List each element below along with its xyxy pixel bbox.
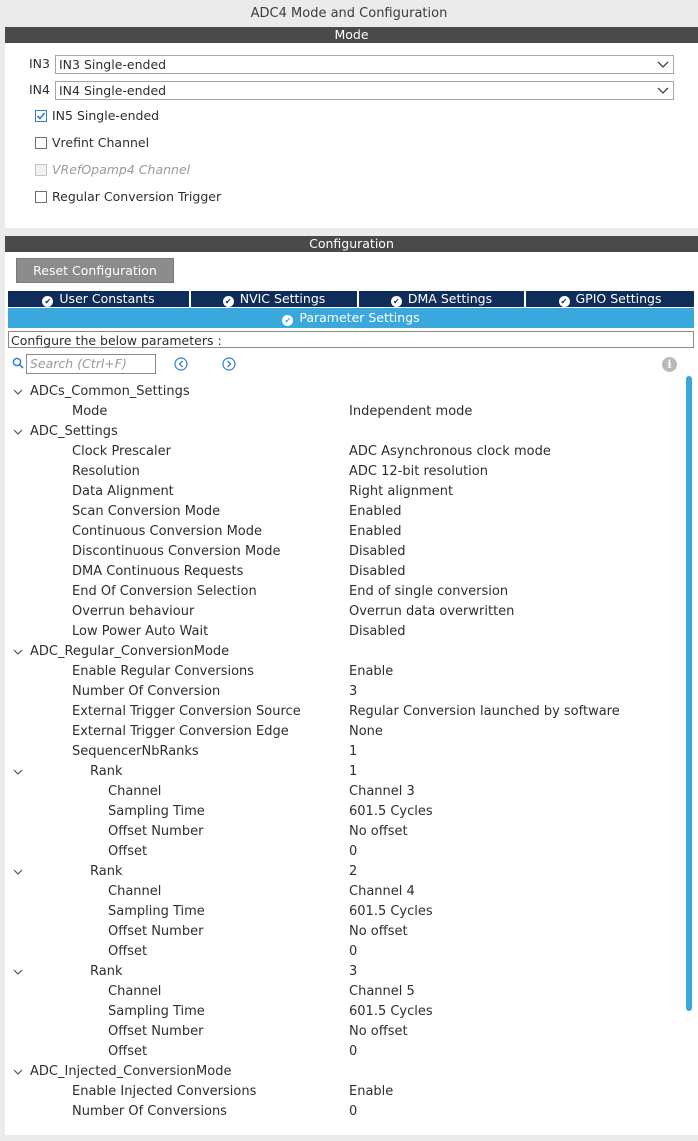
tree-item-label: Channel bbox=[108, 884, 162, 899]
configuration-header: Configuration bbox=[5, 236, 698, 252]
in3-select-value: IN3 Single-ended bbox=[59, 57, 167, 72]
reset-configuration-button[interactable]: Reset Configuration bbox=[16, 258, 174, 283]
tree-item-label: End Of Conversion Selection bbox=[72, 584, 257, 599]
check-circle-icon: ✔ bbox=[391, 296, 402, 307]
tree-item-label: DMA Continuous Requests bbox=[72, 564, 244, 579]
previous-match-icon[interactable] bbox=[174, 357, 188, 371]
window-title: ADC4 Mode and Configuration bbox=[250, 6, 448, 21]
tree-parameter-row[interactable] bbox=[5, 582, 685, 602]
tree-item-label: ADC_Regular_ConversionMode bbox=[30, 644, 230, 659]
tree-item-value[interactable]: Enable bbox=[349, 664, 394, 679]
in3-row bbox=[5, 54, 698, 74]
tree-item-value[interactable]: 0 bbox=[349, 1044, 358, 1059]
tab-parameter-settings[interactable] bbox=[8, 308, 694, 328]
tree-item-value[interactable]: Enabled bbox=[349, 524, 402, 539]
tree-item-value[interactable]: Regular Conversion launched by software bbox=[349, 704, 620, 719]
tree-parameter-row[interactable] bbox=[5, 782, 685, 802]
check-circle-icon: ✔ bbox=[559, 296, 570, 307]
checkbox-label: Regular Conversion Trigger bbox=[52, 189, 222, 204]
tree-item-label: Continuous Conversion Mode bbox=[72, 524, 262, 539]
tree-item-value[interactable]: Channel 4 bbox=[349, 884, 415, 899]
tree-group-row[interactable] bbox=[5, 422, 685, 442]
tab-label: NVIC Settings bbox=[239, 291, 326, 306]
tree-item-value[interactable]: Enable bbox=[349, 1084, 394, 1099]
tree-item-value[interactable]: 3 bbox=[349, 964, 358, 979]
tree-parameter-row[interactable] bbox=[5, 402, 685, 422]
in3-select[interactable] bbox=[55, 55, 674, 74]
tree-parameter-row[interactable] bbox=[5, 522, 685, 542]
tree-parameter-row[interactable] bbox=[5, 662, 685, 682]
tree-parameter-row[interactable] bbox=[5, 922, 685, 942]
tree-item-label: Rank bbox=[90, 764, 123, 779]
tree-item-label: External Trigger Conversion Edge bbox=[72, 724, 289, 739]
tree-item-label: Scan Conversion Mode bbox=[72, 504, 221, 519]
tree-item-value[interactable]: No offset bbox=[349, 924, 408, 939]
tree-item-value[interactable]: 0 bbox=[349, 844, 358, 859]
tree-item-value[interactable]: 601.5 Cycles bbox=[349, 1004, 433, 1019]
tree-item-value[interactable]: Overrun data overwritten bbox=[349, 604, 515, 619]
parameter-tree bbox=[5, 382, 685, 1122]
checkbox-box[interactable] bbox=[35, 137, 47, 149]
checkbox-box bbox=[35, 164, 47, 176]
tree-item-value[interactable]: Channel 3 bbox=[349, 784, 415, 799]
tab-gpio-settings[interactable] bbox=[526, 291, 694, 307]
tab-user-constants[interactable] bbox=[8, 291, 191, 307]
tree-parameter-row[interactable] bbox=[5, 622, 685, 642]
chevron-down-icon[interactable] bbox=[13, 427, 23, 437]
tree-item-value[interactable]: Enabled bbox=[349, 504, 402, 519]
chevron-down-icon[interactable] bbox=[13, 387, 23, 397]
in4-row bbox=[5, 80, 698, 100]
tree-parameter-row[interactable] bbox=[5, 942, 685, 962]
chevron-down-icon[interactable] bbox=[13, 767, 23, 777]
tree-parameter-row[interactable] bbox=[5, 1102, 685, 1122]
tree-parameter-row[interactable] bbox=[5, 442, 685, 462]
tree-item-value[interactable]: 601.5 Cycles bbox=[349, 804, 433, 819]
tree-item-label: Low Power Auto Wait bbox=[72, 624, 209, 639]
tree-parameter-row[interactable] bbox=[5, 1042, 685, 1062]
tree-parameter-row[interactable] bbox=[5, 882, 685, 902]
configuration-panel bbox=[5, 236, 698, 1135]
tree-item-value[interactable]: None bbox=[349, 724, 383, 739]
chevron-down-icon[interactable] bbox=[13, 647, 23, 657]
tree-group-row[interactable] bbox=[5, 962, 685, 982]
tree-parameter-row[interactable] bbox=[5, 982, 685, 1002]
tree-item-value[interactable]: Disabled bbox=[349, 544, 406, 559]
search-icon bbox=[12, 357, 24, 369]
tree-parameter-row[interactable] bbox=[5, 482, 685, 502]
tree-item-value[interactable]: Independent mode bbox=[349, 404, 473, 419]
tree-item-value[interactable]: No offset bbox=[349, 824, 408, 839]
tree-group-row[interactable] bbox=[5, 862, 685, 882]
tree-item-label: ADCs_Common_Settings bbox=[30, 384, 190, 399]
tab-label: Parameter Settings bbox=[299, 310, 420, 325]
tree-item-value[interactable]: Right alignment bbox=[349, 484, 454, 499]
tree-parameter-row[interactable] bbox=[5, 822, 685, 842]
checkbox-label: VRefOpamp4 Channel bbox=[52, 162, 191, 177]
tree-parameter-row[interactable] bbox=[5, 842, 685, 862]
mode-panel bbox=[5, 27, 698, 228]
tree-item-label: SequencerNbRanks bbox=[72, 744, 199, 759]
tree-item-label: Offset bbox=[108, 1044, 148, 1059]
tree-item-value[interactable]: 1 bbox=[349, 764, 358, 779]
config-tabs bbox=[8, 291, 694, 307]
tab-label: User Constants bbox=[59, 291, 155, 306]
tree-item-label: Sampling Time bbox=[108, 804, 205, 819]
tree-group-row[interactable] bbox=[5, 1062, 685, 1082]
info-icon[interactable]: i bbox=[662, 357, 677, 372]
tree-item-label: Offset Number bbox=[108, 1024, 204, 1039]
tree-item-value[interactable]: ADC Asynchronous clock mode bbox=[349, 444, 551, 459]
tree-parameter-row[interactable] bbox=[5, 902, 685, 922]
configure-hint: Configure the below parameters : bbox=[8, 331, 694, 348]
check-circle-icon: ✔ bbox=[42, 296, 53, 307]
tree-group-row[interactable] bbox=[5, 762, 685, 782]
tree-item-label: ADC_Settings bbox=[30, 424, 118, 439]
chevron-down-icon[interactable] bbox=[13, 967, 23, 977]
tree-item-value[interactable]: 1 bbox=[349, 744, 358, 759]
chevron-down-icon[interactable] bbox=[13, 1067, 23, 1077]
tree-parameter-row[interactable] bbox=[5, 802, 685, 822]
in3-label: IN3 bbox=[29, 56, 50, 71]
tree-item-value[interactable]: End of single conversion bbox=[349, 584, 509, 599]
tab-label: GPIO Settings bbox=[575, 291, 662, 306]
checkbox-box[interactable] bbox=[35, 191, 47, 203]
tree-item-value[interactable]: 601.5 Cycles bbox=[349, 904, 433, 919]
tree-item-label: Resolution bbox=[72, 464, 140, 479]
tree-item-value[interactable]: 0 bbox=[349, 1104, 358, 1119]
tree-item-label: Sampling Time bbox=[108, 1004, 205, 1019]
tree-item-label: Clock Prescaler bbox=[72, 444, 171, 459]
tree-item-label: Enable Injected Conversions bbox=[72, 1084, 257, 1099]
tree-item-value[interactable]: No offset bbox=[349, 1024, 408, 1039]
tree-item-value[interactable]: Channel 5 bbox=[349, 984, 415, 999]
tree-item-label: Data Alignment bbox=[72, 484, 174, 499]
tree-item-label: Offset Number bbox=[108, 824, 204, 839]
tree-parameter-row[interactable] bbox=[5, 542, 685, 562]
tree-item-label: Number Of Conversions bbox=[72, 1104, 227, 1119]
chevron-down-icon bbox=[657, 82, 669, 99]
tree-item-value[interactable]: ADC 12-bit resolution bbox=[349, 464, 488, 479]
tab-dma-settings[interactable] bbox=[359, 291, 526, 307]
chevron-down-icon[interactable] bbox=[13, 867, 23, 877]
tree-item-value[interactable]: 2 bbox=[349, 864, 358, 879]
tree-item-label: Mode bbox=[72, 404, 108, 419]
mode-header: Mode bbox=[5, 27, 698, 43]
tree-parameter-row[interactable] bbox=[5, 1002, 685, 1022]
tree-item-label: Discontinuous Conversion Mode bbox=[72, 544, 281, 559]
tree-item-label: Number Of Conversion bbox=[72, 684, 221, 699]
tree-item-label: Overrun behaviour bbox=[72, 604, 195, 619]
tree-parameter-row[interactable] bbox=[5, 1082, 685, 1102]
tree-parameter-row[interactable] bbox=[5, 1022, 685, 1042]
tree-group-row[interactable] bbox=[5, 382, 685, 402]
tree-parameter-row[interactable] bbox=[5, 602, 685, 622]
tree-parameter-row[interactable] bbox=[5, 742, 685, 762]
chevron-down-icon bbox=[657, 56, 669, 73]
checkbox-label: Vrefint Channel bbox=[52, 135, 150, 150]
tree-parameter-row[interactable] bbox=[5, 502, 685, 522]
tree-item-label: Offset Number bbox=[108, 924, 204, 939]
in4-select[interactable] bbox=[55, 81, 674, 100]
tree-item-value[interactable]: Disabled bbox=[349, 564, 406, 579]
search-input[interactable]: Search (Ctrl+F) bbox=[26, 354, 156, 374]
tree-item-label: Rank bbox=[90, 964, 123, 979]
tab-nvic-settings[interactable] bbox=[191, 291, 359, 307]
tree-item-label: External Trigger Conversion Source bbox=[72, 704, 301, 719]
tree-parameter-row[interactable] bbox=[5, 722, 685, 742]
tree-group-row[interactable] bbox=[5, 642, 685, 662]
checkbox-box[interactable] bbox=[35, 110, 47, 122]
tree-item-value[interactable]: Disabled bbox=[349, 624, 406, 639]
tree-item-label: Offset bbox=[108, 944, 148, 959]
tree-item-value[interactable]: 3 bbox=[349, 684, 358, 699]
tree-item-label: Sampling Time bbox=[108, 904, 205, 919]
tree-item-label: Channel bbox=[108, 784, 162, 799]
tree-parameter-row[interactable] bbox=[5, 702, 685, 722]
checkbox-label: IN5 Single-ended bbox=[52, 108, 160, 123]
in4-select-value: IN4 Single-ended bbox=[59, 83, 167, 98]
tree-item-label: Offset bbox=[108, 844, 148, 859]
tree-item-value[interactable]: 0 bbox=[349, 944, 358, 959]
in4-label: IN4 bbox=[29, 82, 50, 97]
tree-item-label: Enable Regular Conversions bbox=[72, 664, 255, 679]
tab-label: DMA Settings bbox=[407, 291, 493, 306]
check-circle-icon: ✔ bbox=[223, 296, 234, 307]
check-circle-icon: ✔ bbox=[282, 315, 293, 326]
tree-parameter-row[interactable] bbox=[5, 682, 685, 702]
next-match-icon[interactable] bbox=[222, 357, 236, 371]
tree-item-label: Rank bbox=[90, 864, 123, 879]
tree-parameter-row[interactable] bbox=[5, 462, 685, 482]
tree-item-label: ADC_Injected_ConversionMode bbox=[30, 1064, 232, 1079]
tree-parameter-row[interactable] bbox=[5, 562, 685, 582]
checkmark-icon bbox=[36, 111, 46, 121]
tree-item-label: Channel bbox=[108, 984, 162, 999]
vertical-scrollbar[interactable] bbox=[686, 376, 692, 1011]
